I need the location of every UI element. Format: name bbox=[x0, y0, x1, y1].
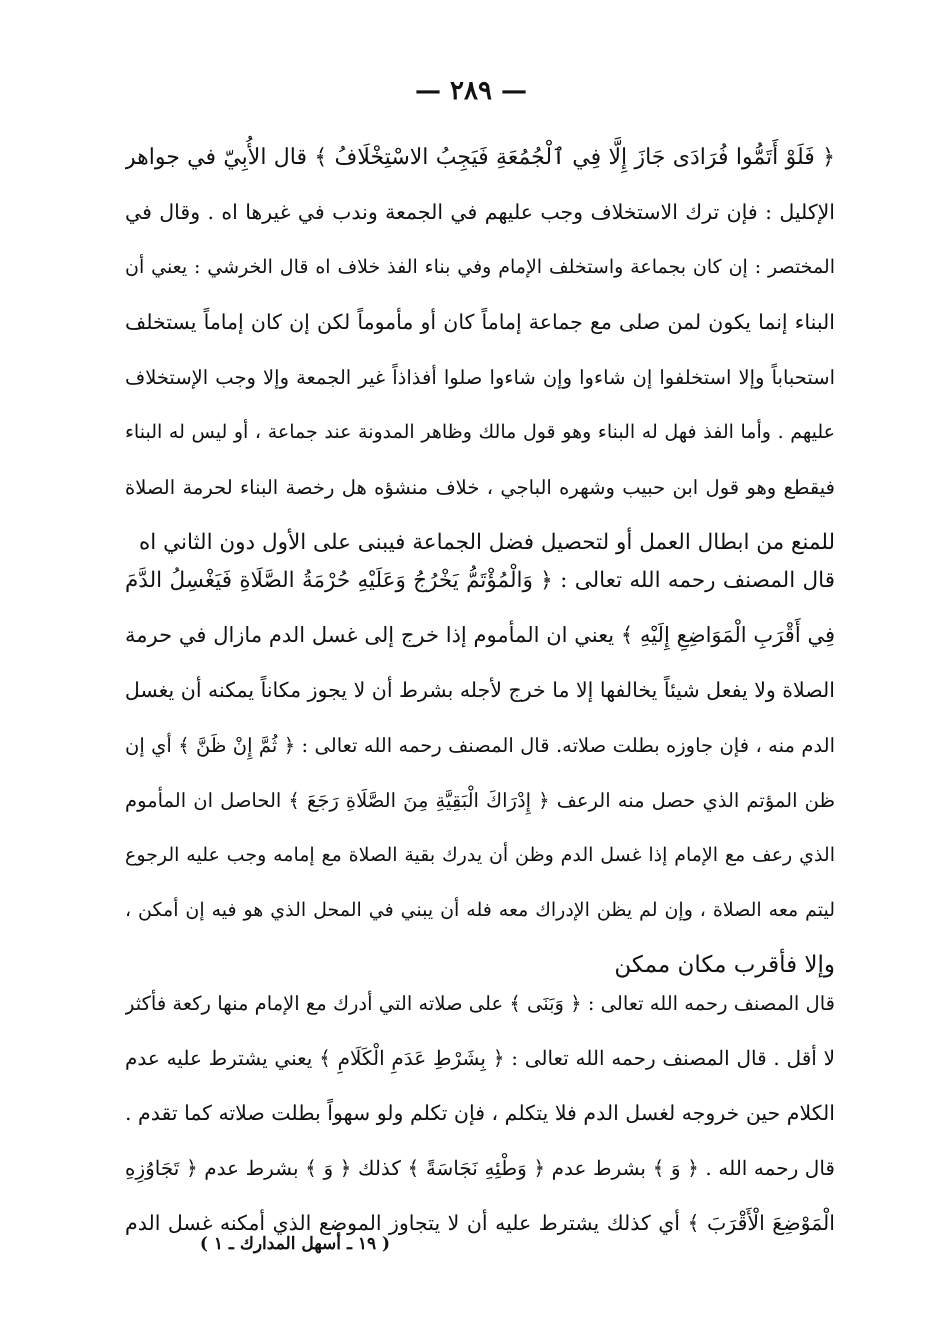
text-line: البناء إنما يكون لمن صلى مع جماعة إماماً كان أو مأموماً لكن إن كان إماماً يستخلف bbox=[125, 310, 835, 334]
text-line: قال رحمه الله . ﴿ وَ ﴾ بشرط عدم ﴿ وَطْئِهِ نَجَاسَةً ﴾ كذلك ﴿ وَ ﴾ بشرط عدم ﴿ تَجَاوُزِهِ bbox=[125, 1156, 835, 1180]
text-line: ظن المؤتم الذي حصل منه الرعف ﴿ إِدْرَاكَ الْبَقِيَّةِ مِنَ الصَّلَاةِ رَجَعَ ﴾ الحاصل ان المأموم bbox=[125, 789, 835, 812]
paragraph-1 bbox=[125, 130, 835, 570]
text-line: لا أقل . قال المصنف رحمه الله تعالى : ﴿ بِشَرْطِ عَدَمِ الْكَلَامِ ﴾ يعني يشترط عليه عدم bbox=[125, 1046, 835, 1070]
text-line: ﴿ فَلَوْ أَتَمُّوا فُرَادَى جَازَ إِلَّا فِي ٱلْجُمُعَةِ فَيَجِبُ الاسْتِخْلَافُ ﴾ قال الأُبِيّ في جواهر bbox=[125, 145, 835, 170]
text-line: وإلا فأقرب مكان ممكن bbox=[614, 952, 835, 978]
text-line: قال المصنف رحمه الله تعالى : ﴿ وَالْمُؤْتَمُّ يَخْرُجُ وَعَلَيْهِ حُرْمَةُ الصَّلَاةِ فَيَغْسِلُ الدَّمَ bbox=[125, 568, 835, 593]
text-line: للمنع من ابطال العمل أو لتحصيل فضل الجماعة فيبنى على الأول دون الثاني اه bbox=[139, 530, 835, 555]
paragraph-3 bbox=[125, 976, 835, 1251]
text-line: الصلاة ولا يفعل شيئاً يخالفها إلا ما خرج لأجله بشرط أن لا يجوز مكاناً يمكنه أن يغسل bbox=[125, 678, 835, 702]
text-line: فيقطع وهو قول ابن حبيب وشهره الباجي ، خلاف منشؤه هل رخصة البناء لحرمة الصلاة bbox=[125, 476, 835, 499]
text-line: الذي رعف مع الإمام إذا غسل الدم وظن أن يدرك بقية الصلاة مع إمامه وجب عليه الرجوع bbox=[125, 844, 835, 866]
text-line: فِي أَقْرَبِ الْمَوَاضِعِ إِلَيْهِ ﴾ يعني ان المأموم إذا خرج إلى غسل الدم مازال في حرمة bbox=[125, 623, 835, 647]
text-line: المختصر : إن كان بجماعة واستخلف الإمام وفي بناء الفذ خلاف اه قال الخرشي : يعني أن bbox=[125, 256, 835, 278]
text-line: الإكليل : فإن ترك الاستخلاف وجب عليهم في الجمعة وندب في غيرها اه . وقال في bbox=[125, 200, 835, 224]
text-line: عليهم . وأما الفذ فهل له البناء وهو قول مالك وظاهر المدونة عند جماعة ، أو ليس له البناء bbox=[125, 421, 835, 443]
text-line: استحباباً وإلا استخلفوا إن شاءوا وإن شاءوا صلوا أفذاذاً غير الجمعة وإلا وجب الإستخلاف bbox=[125, 366, 835, 389]
page-number: — ٢٨٩ — bbox=[414, 76, 528, 106]
text-line: الْمَوْضِعَ الْأَقْرَبَ ﴾ أي كذلك يشترط عليه أن لا يتجاوز الموضع الذي أمكنه غسل الدم bbox=[125, 1211, 835, 1235]
text-line: قال المصنف رحمه الله تعالى : ﴿ وَبَنَى ﴾ على صلاته التي أدرك مع الإمام منها ركعة فأكثر bbox=[125, 992, 835, 1015]
text-line: الكلام حين خروجه لغسل الدم فلا يتكلم ، فإن تكلم ولو سهواً بطلت صلاته كما تقدم . bbox=[125, 1101, 835, 1125]
text-line: ليتم معه الصلاة ، وإن لم يظن الإدراك معه فله أن يبني في المحل الذي هو فيه إن أمكن ، bbox=[125, 899, 835, 921]
signature-mark: ( ١٩ ـ أسهل المدارك ـ ١ ) bbox=[199, 1234, 391, 1254]
text-line: الدم منه ، فإن جاوزه بطلت صلاته. قال المصنف رحمه الله تعالى : ﴿ ثُمَّ إِنْ ظَنَّ ﴾ أي إن bbox=[125, 734, 835, 757]
paragraph-2 bbox=[125, 553, 835, 993]
